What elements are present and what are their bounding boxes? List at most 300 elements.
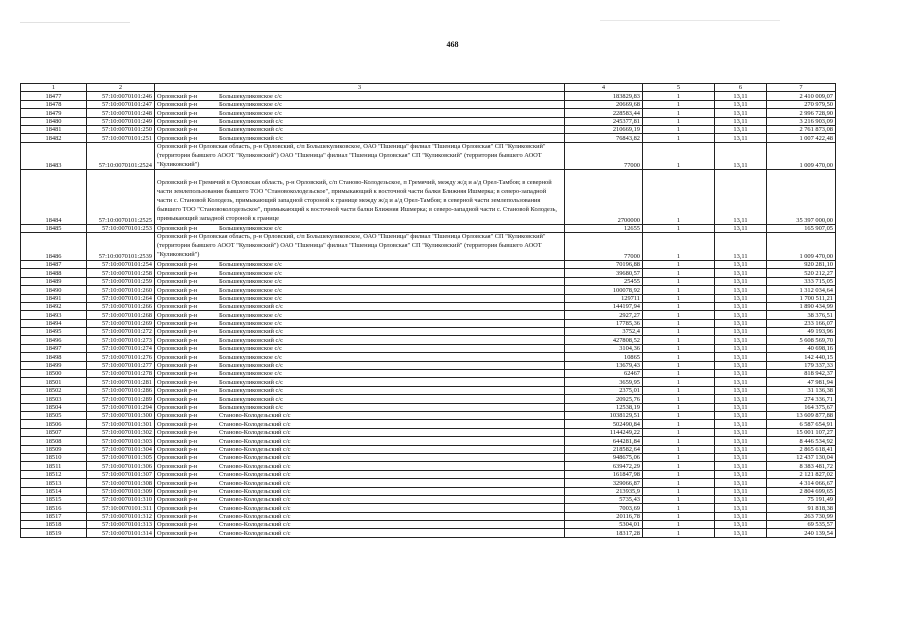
location-description: Орловский р-н Гремячий в Орловская область, р-н Орловский, с/п Станово-Колодезьское, п Гремячий, между ж/д и а/д Орел-Тамбов; в северной части землепользования бывшего ТОО "Становоколодезьское", примыкающий к восточной части балки Ближняя Ишмерка; в северо-западной части с. Становой Колодезь, примыкающий западной стороной к границе между ж/д и а/д Орел-Тамбов; в северной части землепользования бывшего ТОО "Становоколодезьское", примыкающий к восточной части балки Ближняя Ишмерка; в северо-западной части с. Становой Колодезь, примыкающий западной стороной к границе [157,179,558,222]
area-value: 948675,06 [565,453,643,461]
location-line [157,530,562,537]
count-value: 1 [643,437,715,445]
count-value: 1 [643,277,715,285]
cadastral-number: 57:10:0070101:307 [87,470,155,478]
location-cell [155,344,565,352]
settlement-name: Станово-Колодезьский с/с [219,479,291,487]
district-name: Орловский р-н [157,504,198,512]
unit-price: 13,11 [715,479,767,487]
settlement-name: Большекуликовский с/с [219,395,283,403]
total-value: 35 397 000,00 [767,170,836,224]
count-value: 1 [643,269,715,277]
location-cell [155,117,565,125]
total-value: 75 191,49 [767,495,836,503]
table-row [21,361,836,369]
row-number: 18513 [21,479,87,487]
total-value: 179 337,33 [767,361,836,369]
cadastral-number: 57:10:0070101:246 [87,92,155,100]
location-line [157,387,562,394]
location-cell [155,260,565,268]
district-name: Орловский р-н [157,378,198,386]
location-line [157,101,562,108]
district-name: Орловский р-н [157,134,198,142]
count-value: 1 [643,521,715,529]
cadastral-number: 57:10:0070101:276 [87,353,155,361]
cadastral-number: 57:10:0070101:259 [87,277,155,285]
count-value: 1 [643,328,715,336]
location-cell [155,224,565,232]
table-row [21,260,836,268]
district-name: Орловский р-н [157,109,198,117]
total-value: 920 281,10 [767,260,836,268]
table-row [21,386,836,394]
district-name: Орловский р-н [157,92,198,100]
row-number: 18486 [21,233,87,261]
cadastral-number: 57:10:0070101:249 [87,117,155,125]
total-value: 47 981,94 [767,378,836,386]
row-number: 18481 [21,125,87,133]
count-value: 1 [643,361,715,369]
location-line [157,429,562,436]
location-cell [155,386,565,394]
location-line [157,446,562,453]
cadastral-number: 57:10:0070101:310 [87,495,155,503]
count-value: 1 [643,224,715,232]
location-line [157,488,562,495]
row-number: 18506 [21,420,87,428]
total-value: 1 312 034,64 [767,286,836,294]
count-value: 1 [643,286,715,294]
table-row [21,411,836,419]
table-row [21,521,836,529]
location-cell [155,445,565,453]
location-line [157,303,562,310]
count-value: 1 [643,109,715,117]
district-name: Орловский р-н [157,521,198,529]
total-value: 13 609 877,88 [767,411,836,419]
location-cell [155,470,565,478]
location-cell [155,134,565,142]
location-cell [155,529,565,537]
area-value: 1144249,22 [565,428,643,436]
count-value: 1 [643,470,715,478]
table-row [21,428,836,436]
location-cell [155,100,565,108]
total-value: 165 907,05 [767,224,836,232]
cadastral-number: 57:10:0070101:247 [87,100,155,108]
settlement-name: Большекуликовское с/с [219,225,282,233]
count-value: 1 [643,386,715,394]
row-number: 18519 [21,529,87,537]
column-header: 3 [155,84,565,92]
cadastral-number: 57:10:0070101:251 [87,134,155,142]
district-name: Орловский р-н [157,437,198,445]
unit-price: 13,11 [715,353,767,361]
unit-price: 13,11 [715,361,767,369]
location-cell [155,142,565,170]
table-row [21,378,836,386]
district-name: Орловский р-н [157,117,198,125]
area-value: 100078,92 [565,286,643,294]
district-name: Орловский р-н [157,471,198,479]
location-cell [155,453,565,461]
district-name: Орловский р-н [157,479,198,487]
cadastral-number: 57:10:0070101:266 [87,302,155,310]
settlement-name: Станово-Колодезьский с/с [219,454,291,462]
location-line [157,480,562,487]
total-value: 274 336,71 [767,395,836,403]
location-cell [155,336,565,344]
table-body [21,92,836,537]
row-number: 18477 [21,92,87,100]
total-value: 2 121 827,02 [767,470,836,478]
column-header: 1 [21,84,87,92]
count-value: 1 [643,142,715,170]
unit-price: 13,11 [715,445,767,453]
area-value: 18317,28 [565,529,643,537]
district-name: Орловский р-н [157,513,198,521]
table-row [21,311,836,319]
location-line [157,270,562,277]
location-line [157,505,562,512]
row-number: 18499 [21,361,87,369]
settlement-name: Станово-Колодезьский с/с [219,487,291,495]
area-value: 2927,27 [565,311,643,319]
cadastral-number: 57:10:0070101:254 [87,260,155,268]
location-cell [155,479,565,487]
location-cell [155,311,565,319]
row-number: 18510 [21,453,87,461]
total-value: 270 979,50 [767,100,836,108]
area-value: 5304,01 [565,521,643,529]
location-line [157,225,562,232]
settlement-name: Большекуликовское с/с [219,269,282,277]
total-value: 40 698,16 [767,344,836,352]
count-value: 1 [643,428,715,436]
settlement-name: Станово-Колодезьский с/с [219,420,291,428]
location-cell [155,109,565,117]
cadastral-number: 57:10:0070101:311 [87,504,155,512]
count-value: 1 [643,100,715,108]
count-value: 1 [643,411,715,419]
table-row [21,470,836,478]
table-row [21,233,836,261]
table-row [21,224,836,232]
district-name: Орловский р-н [157,395,198,403]
area-value: 502490,84 [565,420,643,428]
settlement-name: Станово-Колодезьский с/с [219,412,291,420]
row-number: 18479 [21,109,87,117]
row-number: 18517 [21,512,87,520]
location-cell [155,170,565,224]
unit-price: 13,11 [715,142,767,170]
table-row [21,109,836,117]
row-number: 18507 [21,428,87,436]
settlement-name: Станово-Колодезьский с/с [219,471,291,479]
unit-price: 13,11 [715,344,767,352]
location-line [157,345,562,352]
settlement-name: Большекуликовское с/с [219,345,282,353]
settlement-name: Большекуликовский с/с [219,134,283,142]
total-value: 8 383 481,72 [767,462,836,470]
cadastral-number: 57:10:0070101:274 [87,344,155,352]
scan-artifact [600,20,780,21]
unit-price: 13,11 [715,529,767,537]
cadastral-number: 57:10:0070101:250 [87,125,155,133]
location-description: Орловский р-н Орловская область, р-н Орловский, с/п Большекуликовское, ОАО "Пшеница" филиал "Пшеница Орловская" СП "Куликовский" (территория бывшего АООТ "Куликовский") ОАО "Пшеница" филиал "Пшеница Орловская" СП "Куликовский" (территория бывшего АООТ "Куликовский") [157,142,546,168]
row-number: 18515 [21,495,87,503]
land-plots-table [20,83,836,538]
count-value: 1 [643,370,715,378]
location-line [157,496,562,503]
cadastral-number: 57:10:0070101:305 [87,453,155,461]
cadastral-number: 57:10:0070101:314 [87,529,155,537]
location-line [157,278,562,285]
unit-price: 13,11 [715,109,767,117]
unit-price: 13,11 [715,370,767,378]
table-row [21,353,836,361]
area-value: 245377,81 [565,117,643,125]
location-line [157,463,562,470]
count-value: 1 [643,117,715,125]
total-value: 2 996 728,90 [767,109,836,117]
area-value: 639472,29 [565,462,643,470]
table-row [21,487,836,495]
cadastral-number: 57:10:0070101:306 [87,462,155,470]
area-value: 3104,36 [565,344,643,352]
unit-price: 13,11 [715,224,767,232]
location-cell [155,411,565,419]
area-value: 12538,19 [565,403,643,411]
location-cell [155,512,565,520]
table-row [21,319,836,327]
cadastral-number: 57:10:0070101:301 [87,420,155,428]
settlement-name: Большекуликовское с/с [219,92,282,100]
table-row [21,344,836,352]
settlement-name: Большекуликовское с/с [219,294,282,302]
table-row [21,117,836,125]
count-value: 1 [643,353,715,361]
location-line [157,421,562,428]
district-name: Орловский р-н [157,429,198,437]
area-value: 3659,95 [565,378,643,386]
location-cell [155,125,565,133]
location-cell [155,437,565,445]
total-value: 69 535,57 [767,521,836,529]
district-name: Орловский р-н [157,420,198,428]
unit-price: 13,11 [715,92,767,100]
total-value: 91 818,38 [767,504,836,512]
total-value: 38 376,51 [767,311,836,319]
location-line [157,354,562,361]
row-number: 18498 [21,353,87,361]
district-name: Орловский р-н [157,261,198,269]
row-number: 18518 [21,521,87,529]
row-number: 18491 [21,294,87,302]
count-value: 1 [643,403,715,411]
table-row [21,286,836,294]
table-row [21,370,836,378]
settlement-name: Большекуликовское с/с [219,311,282,319]
count-value: 1 [643,504,715,512]
district-name: Орловский р-н [157,403,198,411]
table-row [21,504,836,512]
unit-price: 13,11 [715,386,767,394]
area-value: 218582,64 [565,445,643,453]
location-line [157,370,562,377]
location-cell [155,378,565,386]
district-name: Орловский р-н [157,529,198,537]
row-number: 18492 [21,302,87,310]
table-row [21,142,836,170]
location-line [157,454,562,461]
settlement-name: Большекуликовское с/с [219,320,282,328]
location-line [157,379,562,386]
total-value: 6 587 654,91 [767,420,836,428]
location-cell [155,487,565,495]
cadastral-number: 57:10:0070101:260 [87,286,155,294]
row-number: 18502 [21,386,87,394]
cadastral-number: 57:10:0070101:277 [87,361,155,369]
table-row [21,269,836,277]
unit-price: 13,11 [715,403,767,411]
cadastral-number: 57:10:0070101:304 [87,445,155,453]
district-name: Орловский р-н [157,387,198,395]
area-value: 213935,9 [565,487,643,495]
area-value: 2375,01 [565,386,643,394]
settlement-name: Станово-Колодезьский с/с [219,445,291,453]
count-value: 1 [643,170,715,224]
area-value: 228583,44 [565,109,643,117]
settlement-name: Большекуликовское с/с [219,101,282,109]
settlement-name: Большекуликовское с/с [219,370,282,378]
count-value: 1 [643,512,715,520]
table-row [21,328,836,336]
total-value: 1 009 470,00 [767,233,836,261]
location-cell [155,504,565,512]
location-line [157,471,562,478]
location-cell [155,328,565,336]
unit-price: 13,11 [715,125,767,133]
row-number: 18512 [21,470,87,478]
unit-price: 13,11 [715,495,767,503]
area-value: 77000 [565,233,643,261]
location-line [157,328,562,335]
location-cell [155,353,565,361]
area-value: 329066,87 [565,479,643,487]
settlement-name: Станово-Колодезьский с/с [219,496,291,504]
cadastral-number: 57:10:0070101:278 [87,370,155,378]
unit-price: 13,11 [715,453,767,461]
location-cell [155,277,565,285]
table-row [21,420,836,428]
district-name: Орловский р-н [157,496,198,504]
location-line [157,135,562,142]
count-value: 1 [643,260,715,268]
unit-price: 13,11 [715,336,767,344]
cadastral-number: 57:10:0070101:268 [87,311,155,319]
row-number: 18478 [21,100,87,108]
cadastral-number: 57:10:0070101:272 [87,328,155,336]
count-value: 1 [643,487,715,495]
total-value: 15 001 107,27 [767,428,836,436]
unit-price: 13,11 [715,487,767,495]
location-line [157,295,562,302]
cadastral-number: 57:10:0070101:289 [87,395,155,403]
cadastral-number: 57:10:0070101:313 [87,521,155,529]
total-value: 2 410 009,07 [767,92,836,100]
unit-price: 13,11 [715,470,767,478]
row-number: 18488 [21,269,87,277]
table-row [21,92,836,100]
unit-price: 13,11 [715,428,767,436]
location-line [157,362,562,369]
total-value: 49 193,96 [767,328,836,336]
district-name: Орловский р-н [157,294,198,302]
cadastral-number: 57:10:0070101:2524 [87,142,155,170]
district-name: Орловский р-н [157,286,198,294]
district-name: Орловский р-н [157,311,198,319]
location-cell [155,286,565,294]
location-line [157,93,562,100]
count-value: 1 [643,378,715,386]
location-cell [155,92,565,100]
row-number: 18500 [21,370,87,378]
count-value: 1 [643,311,715,319]
district-name: Орловский р-н [157,269,198,277]
row-number: 18490 [21,286,87,294]
count-value: 1 [643,319,715,327]
location-cell [155,403,565,411]
column-number-row [21,84,836,92]
row-number: 18489 [21,277,87,285]
location-line [157,404,562,411]
row-number: 18495 [21,328,87,336]
table-row [21,294,836,302]
total-value: 164 375,67 [767,403,836,411]
unit-price: 13,11 [715,411,767,419]
settlement-name: Большекуликовский с/с [219,378,283,386]
location-line [157,412,562,419]
row-number: 18483 [21,142,87,170]
location-description: Орловский р-н Орловская область, р-н Орловский, с/п Большекуликовское, ОАО "Пшеница" филиал "Пшеница Орловская" СП "Куликовский" (территория бывшего АООТ "Куликовский") ОАО "Пшеница" филиал "Пшеница Орловская" СП "Куликовский" (территория бывшего АООТ "Куликовский") [157,233,546,259]
area-value: 13679,43 [565,361,643,369]
area-value: 77000 [565,142,643,170]
row-number: 18501 [21,378,87,386]
unit-price: 13,11 [715,277,767,285]
count-value: 1 [643,294,715,302]
table-row [21,170,836,224]
count-value: 1 [643,495,715,503]
cadastral-number: 57:10:0070101:308 [87,479,155,487]
table-row [21,495,836,503]
cadastral-number: 57:10:0070101:269 [87,319,155,327]
unit-price: 13,11 [715,462,767,470]
count-value: 1 [643,453,715,461]
settlement-name: Большекуликовский с/с [219,303,283,311]
count-value: 1 [643,462,715,470]
district-name: Орловский р-н [157,126,198,134]
location-line [157,312,562,319]
settlement-name: Большекуликовское с/с [219,353,282,361]
location-cell [155,319,565,327]
cadastral-number: 57:10:0070101:273 [87,336,155,344]
row-number: 18496 [21,336,87,344]
district-name: Орловский р-н [157,336,198,344]
location-cell [155,302,565,310]
count-value: 1 [643,302,715,310]
total-value: 818 942,37 [767,370,836,378]
